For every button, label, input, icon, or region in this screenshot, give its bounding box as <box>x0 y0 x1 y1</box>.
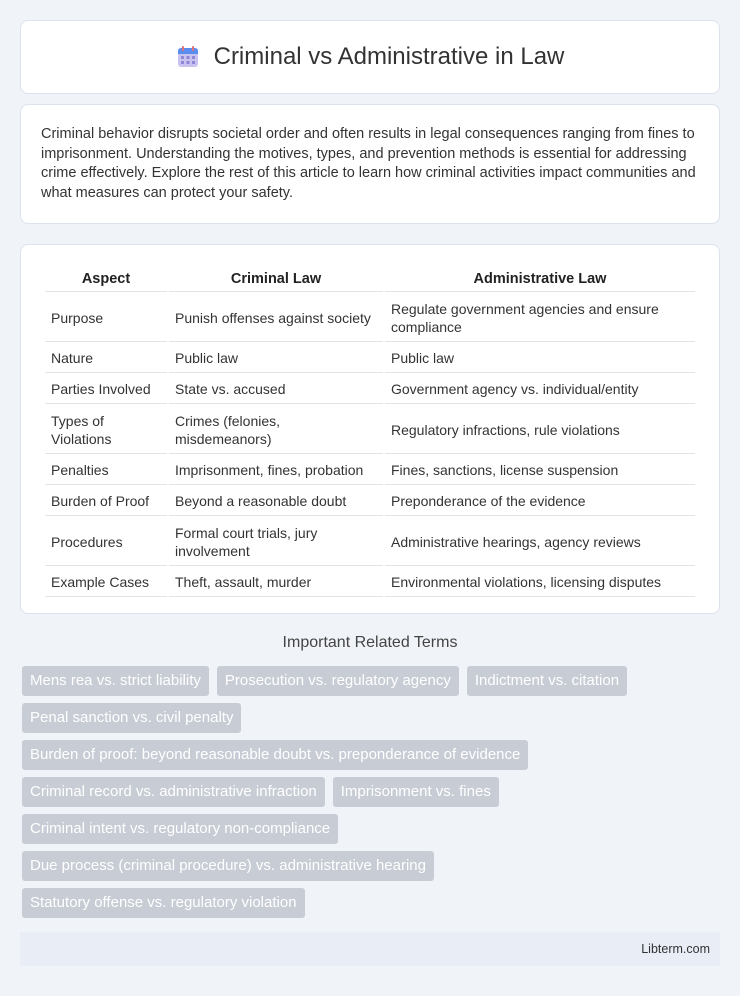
table-cell: Nature <box>45 344 167 373</box>
table-cell: Beyond a reasonable doubt <box>169 487 383 516</box>
table-cell: Types of Violations <box>45 406 167 454</box>
table-row <box>45 568 695 597</box>
table-header-row <box>45 267 695 292</box>
table-cell: Administrative hearings, agency reviews <box>385 518 695 566</box>
table-row <box>45 294 695 342</box>
related-term-tag[interactable]: Statutory offense vs. regulatory violation <box>22 888 305 918</box>
comparison-table <box>43 265 697 599</box>
table-cell: Procedures <box>45 518 167 566</box>
table-cell: Penalties <box>45 456 167 485</box>
table-cell: Fines, sanctions, license suspension <box>385 456 695 485</box>
table-row <box>45 375 695 404</box>
related-term-tag[interactable]: Criminal intent vs. regulatory non-compliance <box>22 814 338 844</box>
table-cell: Crimes (felonies, misdemeanors) <box>169 406 383 454</box>
table-row <box>45 456 695 485</box>
table-cell: Burden of Proof <box>45 487 167 516</box>
related-term-tag[interactable]: Imprisonment vs. fines <box>333 777 499 807</box>
footer-site-link[interactable]: Libterm.com <box>641 942 710 956</box>
table-cell: Preponderance of the evidence <box>385 487 695 516</box>
table-row <box>45 487 695 516</box>
table-row <box>45 518 695 566</box>
table-cell: Public law <box>385 344 695 373</box>
table-cell: Public law <box>169 344 383 373</box>
related-terms-list <box>22 666 722 925</box>
column-header: Administrative Law <box>385 267 695 292</box>
related-term-tag[interactable]: Due process (criminal procedure) vs. administrative hearing <box>22 851 434 881</box>
page-title: Criminal vs Administrative in Law <box>213 43 565 70</box>
table-cell: Purpose <box>45 294 167 342</box>
table-cell: Imprisonment, fines, probation <box>169 456 383 485</box>
intro-text: Criminal behavior disrupts societal order and often results in legal consequences ranging from fines to imprisonment. Understanding the motives, types, and prevention methods is essential for addressing crime effectively. Explore the rest of this article to learn how criminal activities impact communities and what measures can protect your safety. <box>41 126 696 201</box>
table-cell: Government agency vs. individual/entity <box>385 375 695 404</box>
header-card <box>20 20 720 94</box>
related-term-tag[interactable]: Indictment vs. citation <box>467 666 627 696</box>
table-cell: Regulatory infractions, rule violations <box>385 406 695 454</box>
footer <box>20 932 720 966</box>
column-header: Aspect <box>45 267 167 292</box>
related-term-tag[interactable]: Burden of proof: beyond reasonable doubt vs. preponderance of evidence <box>22 740 528 770</box>
related-term-tag[interactable]: Penal sanction vs. civil penalty <box>22 703 241 733</box>
column-header: Criminal Law <box>169 267 383 292</box>
related-terms-title: Important Related Terms <box>282 634 458 651</box>
related-term-tag[interactable]: Prosecution vs. regulatory agency <box>217 666 459 696</box>
intro-card <box>20 104 720 224</box>
table-cell: Environmental violations, licensing disputes <box>385 568 695 597</box>
table-cell: Formal court trials, jury involvement <box>169 518 383 566</box>
related-term-tag[interactable]: Criminal record vs. administrative infraction <box>22 777 325 807</box>
table-row <box>45 406 695 454</box>
comparison-table-card <box>20 244 720 614</box>
table-cell: Regulate government agencies and ensure compliance <box>385 294 695 342</box>
related-term-tag[interactable]: Mens rea vs. strict liability <box>22 666 209 696</box>
table-row <box>45 344 695 373</box>
table-cell: Theft, assault, murder <box>169 568 383 597</box>
table-cell: State vs. accused <box>169 375 383 404</box>
table-cell: Punish offenses against society <box>169 294 383 342</box>
table-cell: Example Cases <box>45 568 167 597</box>
table-cell: Parties Involved <box>45 375 167 404</box>
calendar-icon <box>176 45 200 69</box>
